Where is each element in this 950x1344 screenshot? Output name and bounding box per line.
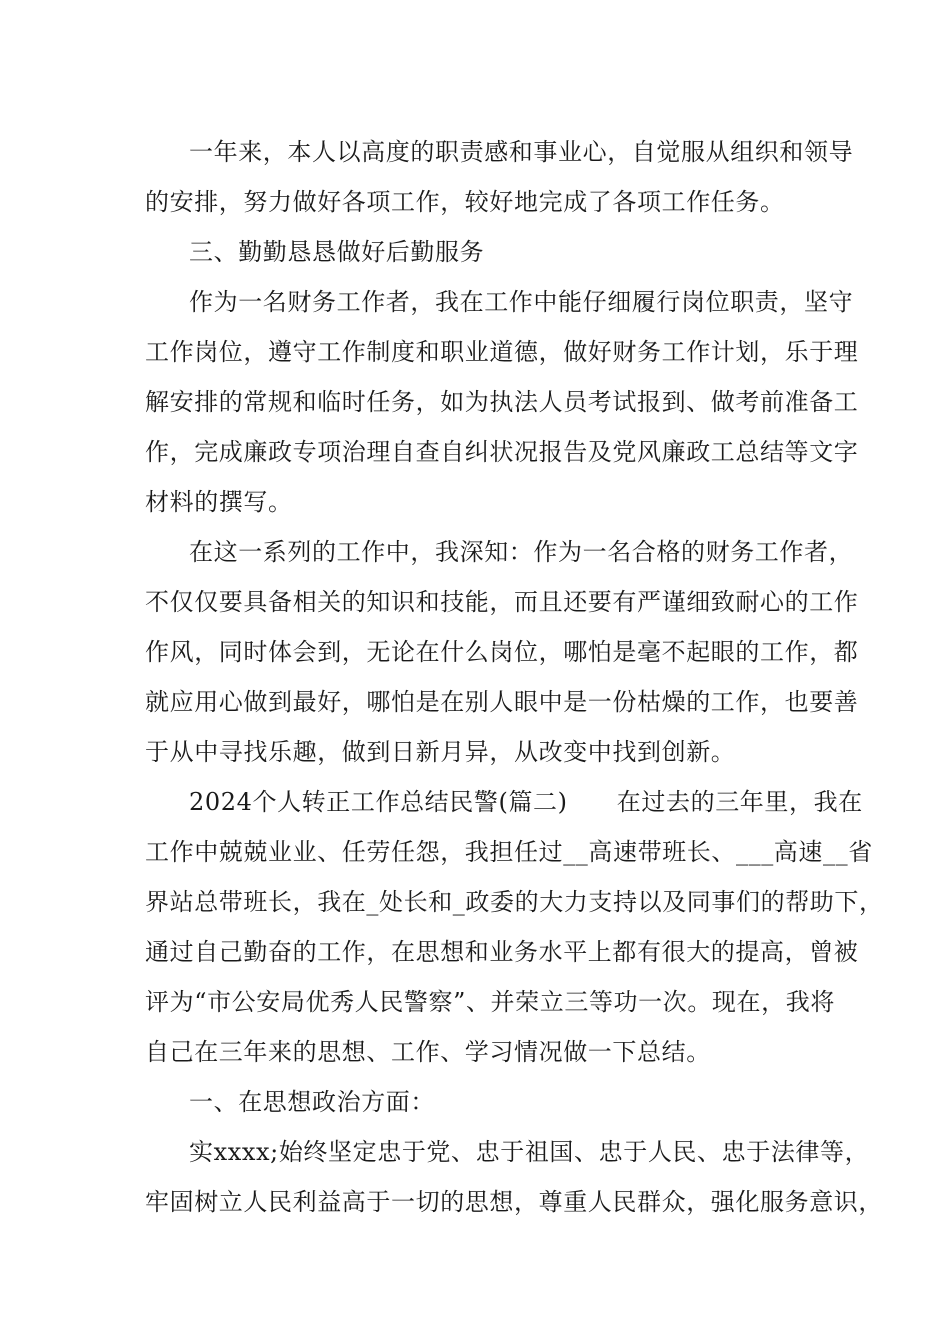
- text-line: 2024个人转正工作总结民警(篇二) 在过去的三年里，我在: [189, 788, 863, 816]
- text-line: 于从中寻找乐趣，做到日新月异，从改变中找到创新。: [145, 738, 736, 766]
- text-line: 的安排，努力做好各项工作，较好地完成了各项工作任务。: [145, 188, 785, 216]
- text-line: 作，完成廉政专项治理自查自纠状况报告及党风廉政工总结等文字: [145, 438, 859, 466]
- text-line: 不仅仅要具备相关的知识和技能，而且还要有严谨细致耐心的工作: [145, 588, 859, 616]
- text-line: 材料的撰写。: [145, 488, 293, 516]
- text-line: 在这一系列的工作中，我深知：作为一名合格的财务工作者，: [189, 538, 854, 566]
- text-line: 作风，同时体会到，无论在什么岗位，哪怕是毫不起眼的工作，都: [145, 638, 859, 666]
- text-line: 解安排的常规和临时任务，如为执法人员考试报到、做考前准备工: [145, 388, 859, 416]
- text-line: 通过自己勤奋的工作，在思想和业务水平上都有很大的提高，曾被: [145, 938, 859, 966]
- text-line: 评为“市公安局优秀人民警察”、并荣立三等功一次。现在，我将: [145, 988, 835, 1016]
- section-heading: 一、在思想政治方面：: [189, 1088, 435, 1116]
- text-line: 实xxxx;始终坚定忠于党、忠于祖国、忠于人民、忠于法律等，: [189, 1138, 870, 1166]
- text-line: 一年来，本人以高度的职责感和事业心，自觉服从组织和领导: [189, 138, 854, 166]
- text-line: 作为一名财务工作者，我在工作中能仔细履行岗位职责，坚守: [189, 288, 854, 316]
- section-heading: 三、勤勤恳恳做好后勤服务: [189, 238, 485, 266]
- text-line: 工作岗位，遵守工作制度和职业道德，做好财务工作计划，乐于理: [145, 338, 859, 366]
- text-line: 工作中兢兢业业、任劳任怨，我担任过__高速带班长、___高速__省: [145, 838, 873, 866]
- text-line: 牢固树立人民利益高于一切的思想，尊重人民群众，强化服务意识，: [145, 1188, 883, 1216]
- document-body: [145, 127, 884, 1227]
- text-line: 就应用心做到最好，哪怕是在别人眼中是一份枯燥的工作，也要善: [145, 688, 859, 716]
- text-line: 界站总带班长，我在_处长和_政委的大力支持以及同事们的帮助下，: [145, 888, 884, 916]
- text-line: 自己在三年来的思想、工作、学习情况做一下总结。: [145, 1038, 711, 1066]
